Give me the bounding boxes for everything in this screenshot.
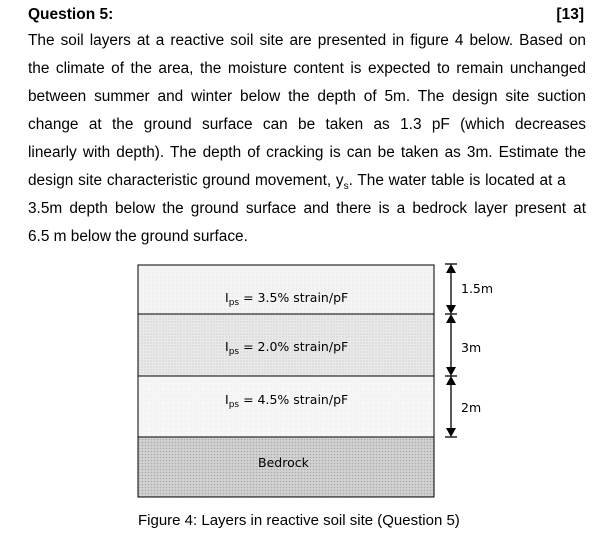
dimension-3-arrow <box>445 376 457 437</box>
layer-1-ip-subscript: ps <box>228 298 240 308</box>
bedrock-label: Bedrock <box>258 455 309 470</box>
ys-subscript: s <box>343 181 349 193</box>
paragraph-line-2: the climate of the area, the moisture content is expected to remain unchanged <box>28 60 586 77</box>
paragraph-line-6-head: design site characteristic ground movement, y <box>28 172 344 189</box>
layer-3-ip-subscript: ps <box>228 400 240 410</box>
question-marks: [13] <box>556 6 584 23</box>
question-title: Question 5: <box>28 6 114 23</box>
paragraph-line-5: linearly with depth). The depth of cracking is can be taken as 3m. Estimate the <box>28 144 586 161</box>
paragraph-line-3: between summer and winter below the depth of 5m. The design site suction <box>28 88 586 105</box>
paragraph-line-6-tail: . The water table is located at a <box>348 172 566 189</box>
dimension-2-label: 3m <box>461 340 482 355</box>
layer-2-ip-subscript: ps <box>228 347 240 357</box>
dimension-2-arrow <box>445 314 457 376</box>
layer-3-ip-value: = 4.5% strain/pF <box>239 392 349 407</box>
dimension-1-arrow <box>445 264 457 314</box>
paragraph-line-7: 3.5m depth below the ground surface and there is a bedrock layer present at <box>28 200 586 217</box>
dimension-1-label: 1.5m <box>461 281 494 296</box>
layer-3-ip-symbol: I <box>225 392 229 407</box>
figure-caption-text: Figure 4: Layers in reactive soil site (Question 5) <box>138 512 460 529</box>
paragraph-line-1: The soil layers at a reactive soil site are presented in figure 4 below. Based on <box>28 32 586 49</box>
layer-2-ip-symbol: I <box>225 339 229 354</box>
paragraph-line-8: 6.5 m below the ground surface. <box>28 228 248 245</box>
layer-1-ip-value: = 3.5% strain/pF <box>239 290 349 305</box>
layer-2-ip-value: = 2.0% strain/pF <box>239 339 349 354</box>
layer-1-ip-symbol: I <box>225 290 229 305</box>
dimension-3-label: 2m <box>461 400 482 415</box>
paragraph-line-4: change at the ground surface can be taken as 1.3 pF (which decreases <box>28 116 586 133</box>
